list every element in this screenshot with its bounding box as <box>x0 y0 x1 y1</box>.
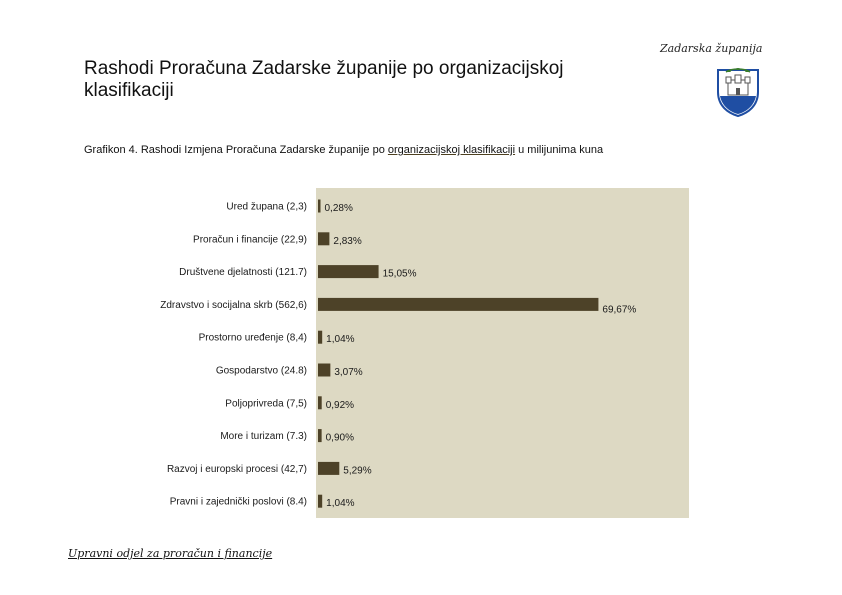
data-label: 1,04% <box>326 498 355 510</box>
subtitle-suffix: u milijunima kuna <box>518 144 604 156</box>
footer-department: Upravni odjel za proračun i financije <box>68 547 273 560</box>
subtitle-prefix: Grafikon 4. Rashodi Izmjena Proračuna Zadarske županije po <box>84 144 385 156</box>
bar <box>318 462 339 475</box>
category-label: More i turizam (7.3) <box>220 431 307 443</box>
data-label: 5,29% <box>343 465 372 477</box>
bar <box>318 495 322 508</box>
category-label: Društvene djelatnosti (121.7) <box>179 267 307 279</box>
category-label: Proračun i financije (22,9) <box>193 234 307 246</box>
data-label: 3,07% <box>334 367 363 378</box>
bar <box>318 232 329 245</box>
subtitle-underlined: organizacijskoj klasifikaciji <box>387 144 516 156</box>
bar <box>318 429 322 442</box>
bar <box>318 364 330 377</box>
data-label: 0,92% <box>325 399 355 411</box>
page-title: Rashodi Proračuna Zadarske županije po organizacijskoj klasifikaciji <box>84 58 564 101</box>
bar <box>318 265 379 278</box>
bar <box>318 298 598 311</box>
plot-area <box>316 188 689 518</box>
category-label: Pravni i zajednički poslovi (8.4) <box>169 496 307 508</box>
data-label: 69,67% <box>602 304 637 316</box>
data-label: 1,04% <box>326 334 355 346</box>
bar <box>318 200 321 213</box>
category-label: Poljoprivreda (7,5) <box>225 398 307 410</box>
data-label: 0,28% <box>324 203 353 214</box>
bar <box>318 331 322 344</box>
data-label: 0,90% <box>325 432 354 444</box>
category-label: Gospodarstvo (24.8) <box>215 365 307 377</box>
category-label: Prostorno uređenje (8,4) <box>198 332 307 344</box>
data-label: 2,83% <box>333 235 362 247</box>
data-label: 15,05% <box>382 268 417 280</box>
bar <box>318 396 322 409</box>
category-label: Razvoj i europski procesi (42,7) <box>166 463 307 475</box>
category-label: Ured župana (2,3) <box>226 201 307 213</box>
brand-name: Zadarska županija <box>660 42 763 55</box>
category-label: Zdravstvo i socijalna skrb (562,6) <box>160 299 307 311</box>
